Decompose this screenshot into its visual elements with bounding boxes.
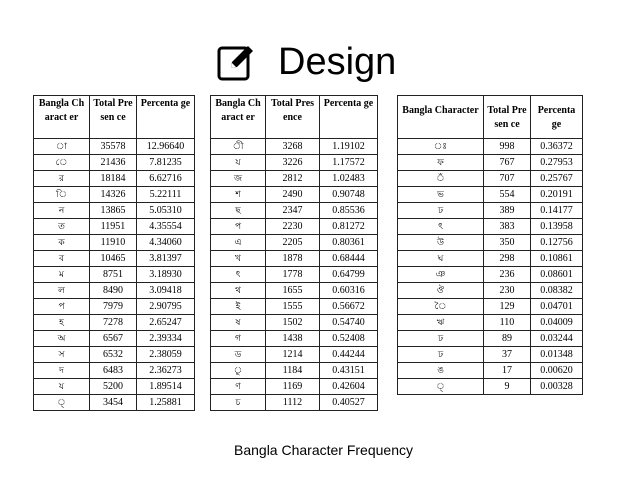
cell-percentage: 2.39334 xyxy=(137,331,195,347)
cell-percentage: 0.14177 xyxy=(531,203,583,219)
table-row xyxy=(211,155,378,171)
cell-total-presence: 1555 xyxy=(266,299,320,315)
cell-total-presence: 1169 xyxy=(266,379,320,395)
frequency-table-3 xyxy=(397,95,583,395)
cell-character: য xyxy=(211,155,266,171)
cell-total-presence: 389 xyxy=(484,203,531,219)
table-row xyxy=(211,331,378,347)
cell-percentage: 1.25881 xyxy=(137,395,195,411)
header-percentage: Percenta ge xyxy=(531,96,583,139)
cell-character: ঋ xyxy=(398,315,484,331)
table-row xyxy=(34,171,195,187)
table-row xyxy=(34,219,195,235)
table-row xyxy=(34,299,195,315)
cell-character: ৎ xyxy=(398,219,484,235)
cell-percentage: 0.56672 xyxy=(320,299,378,315)
cell-character: ব xyxy=(34,251,90,267)
cell-total-presence: 1878 xyxy=(266,251,320,267)
table-row xyxy=(211,203,378,219)
cell-total-presence: 1655 xyxy=(266,283,320,299)
cell-percentage: 4.35554 xyxy=(137,219,195,235)
cell-character: ৈ xyxy=(398,299,484,315)
cell-total-presence: 383 xyxy=(484,219,531,235)
table-row xyxy=(211,395,378,411)
table-row xyxy=(398,187,583,203)
cell-character: ঞ xyxy=(398,267,484,283)
cell-character: ন xyxy=(34,203,90,219)
cell-total-presence: 298 xyxy=(484,251,531,267)
table-row xyxy=(211,171,378,187)
table-row xyxy=(398,155,583,171)
cell-total-presence: 554 xyxy=(484,187,531,203)
edit-icon xyxy=(216,42,256,82)
cell-character: ল xyxy=(34,283,90,299)
cell-percentage: 2.36273 xyxy=(137,363,195,379)
cell-percentage: 0.43151 xyxy=(320,363,378,379)
cell-percentage: 3.81397 xyxy=(137,251,195,267)
cell-percentage: 0.12756 xyxy=(531,235,583,251)
cell-character: ৎ xyxy=(211,267,266,283)
cell-total-presence: 3268 xyxy=(266,139,320,155)
table-row xyxy=(34,379,195,395)
cell-percentage: 0.27953 xyxy=(531,155,583,171)
cell-total-presence: 7979 xyxy=(90,299,137,315)
cell-total-presence: 1184 xyxy=(266,363,320,379)
cell-character: ফ xyxy=(398,155,484,171)
cell-total-presence: 21436 xyxy=(90,155,137,171)
cell-character: য xyxy=(34,379,90,395)
cell-total-presence: 3454 xyxy=(90,395,137,411)
cell-percentage: 0.04701 xyxy=(531,299,583,315)
cell-percentage: 0.36372 xyxy=(531,139,583,155)
cell-total-presence: 2490 xyxy=(266,187,320,203)
table-row xyxy=(211,379,378,395)
cell-total-presence: 11951 xyxy=(90,219,137,235)
cell-character: খ xyxy=(211,251,266,267)
table-row xyxy=(211,219,378,235)
table-row xyxy=(34,251,195,267)
cell-total-presence: 1112 xyxy=(266,395,320,411)
table-row xyxy=(398,315,583,331)
cell-percentage: 0.03244 xyxy=(531,331,583,347)
cell-character: ঁ xyxy=(398,171,484,187)
cell-percentage: 0.42604 xyxy=(320,379,378,395)
frequency-table-1 xyxy=(33,95,195,411)
table-row xyxy=(34,315,195,331)
table-row xyxy=(34,235,195,251)
cell-character: া xyxy=(34,139,90,155)
cell-percentage: 6.62716 xyxy=(137,171,195,187)
cell-total-presence: 13865 xyxy=(90,203,137,219)
cell-percentage: 0.00328 xyxy=(531,379,583,395)
cell-percentage: 12.96640 xyxy=(137,139,195,155)
cell-percentage: 0.54740 xyxy=(320,315,378,331)
slide-title xyxy=(216,36,396,88)
cell-percentage: 0.01348 xyxy=(531,347,583,363)
cell-character: ই xyxy=(211,299,266,315)
table-row xyxy=(34,203,195,219)
table-row xyxy=(211,283,378,299)
cell-percentage: 0.64799 xyxy=(320,267,378,283)
cell-percentage: 1.17572 xyxy=(320,155,378,171)
cell-total-presence: 236 xyxy=(484,267,531,283)
cell-total-presence: 14326 xyxy=(90,187,137,203)
cell-total-presence: 2812 xyxy=(266,171,320,187)
cell-percentage: 1.19102 xyxy=(320,139,378,155)
cell-character: উ xyxy=(398,235,484,251)
cell-total-presence: 10465 xyxy=(90,251,137,267)
cell-character: প xyxy=(211,219,266,235)
header-character: Bangla Charact er xyxy=(211,96,266,139)
table-row xyxy=(398,363,583,379)
cell-character: ে xyxy=(34,155,90,171)
cell-percentage: 0.81272 xyxy=(320,219,378,235)
cell-percentage: 0.40527 xyxy=(320,395,378,411)
table-row xyxy=(398,347,583,363)
cell-character: ক xyxy=(34,235,90,251)
table-row xyxy=(398,235,583,251)
cell-total-presence: 7278 xyxy=(90,315,137,331)
cell-character: ভ xyxy=(398,187,484,203)
cell-character: ্ xyxy=(34,395,90,411)
cell-percentage: 5.05310 xyxy=(137,203,195,219)
cell-total-presence: 110 xyxy=(484,315,531,331)
table-row xyxy=(34,395,195,411)
table-row xyxy=(34,139,195,155)
cell-percentage: 3.09418 xyxy=(137,283,195,299)
table-header-row xyxy=(34,96,195,139)
cell-character: স xyxy=(34,347,90,363)
table-row xyxy=(34,363,195,379)
cell-character: ঘ xyxy=(398,251,484,267)
cell-character: প xyxy=(34,299,90,315)
table-row xyxy=(398,203,583,219)
cell-total-presence: 767 xyxy=(484,155,531,171)
frequency-table-2 xyxy=(210,95,378,411)
table-row xyxy=(211,363,378,379)
table-row xyxy=(398,299,583,315)
cell-percentage: 0.25767 xyxy=(531,171,583,187)
cell-total-presence: 5200 xyxy=(90,379,137,395)
cell-percentage: 7.81235 xyxy=(137,155,195,171)
table-row xyxy=(211,139,378,155)
table-row xyxy=(34,347,195,363)
cell-character: ছ xyxy=(211,203,266,219)
cell-character: ম xyxy=(34,267,90,283)
cell-character: ঢ xyxy=(398,347,484,363)
cell-character: এ xyxy=(211,235,266,251)
table-row xyxy=(398,331,583,347)
cell-percentage: 0.00620 xyxy=(531,363,583,379)
cell-total-presence: 89 xyxy=(484,331,531,347)
cell-character: ি xyxy=(34,187,90,203)
cell-total-presence: 707 xyxy=(484,171,531,187)
cell-character: ঃ xyxy=(398,139,484,155)
cell-character: ী xyxy=(211,139,266,155)
cell-percentage: 0.68444 xyxy=(320,251,378,267)
cell-total-presence: 1214 xyxy=(266,347,320,363)
cell-character: ত xyxy=(34,219,90,235)
header-total-presence: Total Presen ce xyxy=(484,96,531,139)
cell-character: অ xyxy=(34,331,90,347)
cell-percentage: 0.52408 xyxy=(320,331,378,347)
cell-character: চ xyxy=(211,395,266,411)
cell-character: গ xyxy=(211,331,266,347)
cell-character: জ xyxy=(211,171,266,187)
table-row xyxy=(211,187,378,203)
cell-character: ঢ xyxy=(398,203,484,219)
slide-title-text: Design xyxy=(278,41,397,83)
cell-total-presence: 37 xyxy=(484,347,531,363)
cell-total-presence: 9 xyxy=(484,379,531,395)
cell-percentage: 1.89514 xyxy=(137,379,195,395)
cell-total-presence: 1438 xyxy=(266,331,320,347)
cell-total-presence: 2347 xyxy=(266,203,320,219)
table-row xyxy=(398,139,583,155)
cell-percentage: 1.02483 xyxy=(320,171,378,187)
cell-percentage: 0.90748 xyxy=(320,187,378,203)
cell-total-presence: 6483 xyxy=(90,363,137,379)
cell-total-presence: 35578 xyxy=(90,139,137,155)
cell-character: থ xyxy=(211,283,266,299)
table-row xyxy=(211,267,378,283)
table-row xyxy=(398,251,583,267)
header-character: Bangla Character xyxy=(398,96,484,139)
cell-character: ণ xyxy=(211,379,266,395)
cell-total-presence: 6532 xyxy=(90,347,137,363)
cell-total-presence: 998 xyxy=(484,139,531,155)
table-row xyxy=(34,267,195,283)
cell-character: শ xyxy=(211,187,266,203)
cell-character: ঔ xyxy=(398,283,484,299)
cell-percentage: 2.38059 xyxy=(137,347,195,363)
table-row xyxy=(398,379,583,395)
cell-character: ু xyxy=(211,363,266,379)
cell-percentage: 0.10861 xyxy=(531,251,583,267)
slide-caption: Bangla Character Frequency xyxy=(234,442,413,458)
cell-total-presence: 230 xyxy=(484,283,531,299)
cell-percentage: 0.44244 xyxy=(320,347,378,363)
table-row xyxy=(211,299,378,315)
cell-character: হ xyxy=(34,315,90,331)
cell-percentage: 0.20191 xyxy=(531,187,583,203)
cell-character: ঢ xyxy=(398,331,484,347)
cell-percentage: 0.85536 xyxy=(320,203,378,219)
cell-percentage: 0.80361 xyxy=(320,235,378,251)
cell-character: দ xyxy=(34,363,90,379)
cell-percentage: 0.13958 xyxy=(531,219,583,235)
cell-character: র xyxy=(34,171,90,187)
table-row xyxy=(398,283,583,299)
table-header-row xyxy=(211,96,378,139)
cell-total-presence: 8751 xyxy=(90,267,137,283)
cell-total-presence: 18184 xyxy=(90,171,137,187)
table-row xyxy=(34,331,195,347)
cell-percentage: 0.04009 xyxy=(531,315,583,331)
cell-total-presence: 129 xyxy=(484,299,531,315)
cell-total-presence: 17 xyxy=(484,363,531,379)
table-row xyxy=(398,219,583,235)
table-row xyxy=(398,171,583,187)
header-total-presence: Total Presence xyxy=(266,96,320,139)
table-row xyxy=(34,155,195,171)
cell-total-presence: 11910 xyxy=(90,235,137,251)
cell-total-presence: 350 xyxy=(484,235,531,251)
table-header-row xyxy=(398,96,583,139)
cell-percentage: 0.08382 xyxy=(531,283,583,299)
cell-total-presence: 1502 xyxy=(266,315,320,331)
cell-character: ঙ xyxy=(398,363,484,379)
cell-total-presence: 3226 xyxy=(266,155,320,171)
header-percentage: Percenta ge xyxy=(320,96,378,139)
header-percentage: Percenta ge xyxy=(137,96,195,139)
cell-percentage: 2.65247 xyxy=(137,315,195,331)
header-total-presence: Total Presen ce xyxy=(90,96,137,139)
cell-total-presence: 2205 xyxy=(266,235,320,251)
table-row xyxy=(211,315,378,331)
table-row xyxy=(34,283,195,299)
cell-percentage: 2.90795 xyxy=(137,299,195,315)
table-row xyxy=(34,187,195,203)
header-character: Bangla Charact er xyxy=(34,96,90,139)
cell-percentage: 4.34060 xyxy=(137,235,195,251)
cell-total-presence: 6567 xyxy=(90,331,137,347)
table-row xyxy=(398,267,583,283)
cell-total-presence: 2230 xyxy=(266,219,320,235)
cell-character: ড xyxy=(211,347,266,363)
cell-total-presence: 8490 xyxy=(90,283,137,299)
cell-percentage: 5.22111 xyxy=(137,187,195,203)
cell-character: ্ xyxy=(398,379,484,395)
table-row xyxy=(211,235,378,251)
table-row xyxy=(211,347,378,363)
cell-total-presence: 1778 xyxy=(266,267,320,283)
cell-character: ষ xyxy=(211,315,266,331)
cell-percentage: 0.08601 xyxy=(531,267,583,283)
cell-percentage: 3.18930 xyxy=(137,267,195,283)
table-row xyxy=(211,251,378,267)
cell-percentage: 0.60316 xyxy=(320,283,378,299)
